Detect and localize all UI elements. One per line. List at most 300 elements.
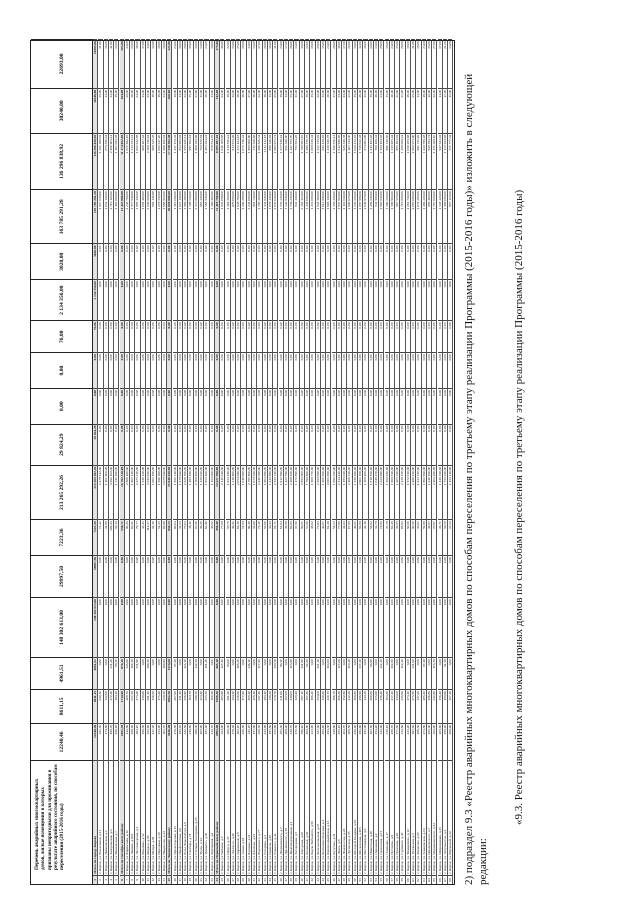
value-cell: 0,00 <box>162 320 166 352</box>
value-cell: 0,00 <box>188 424 192 465</box>
value-cell: 32,30 <box>151 519 155 555</box>
value-cell: 14,00 <box>284 88 288 133</box>
value-cell: 0,00 <box>347 555 351 597</box>
row-number: 28 <box>236 875 240 884</box>
value-cell: 0,00 <box>98 320 102 352</box>
value-cell: 12,00 <box>427 88 431 133</box>
value-cell: 0,00 <box>326 352 330 388</box>
value-cell: 1 050 285,68 <box>406 133 410 189</box>
value-cell: 13,00 <box>268 88 272 133</box>
value-cell: 0,00 <box>178 279 182 320</box>
value-cell: 20,00 <box>236 88 240 133</box>
address-cell: г. Киров, ул. Мопра, д.39 <box>151 760 155 874</box>
registry-table <box>30 40 455 885</box>
value-cell: 0,00 <box>438 388 442 424</box>
value-cell: 0,00 <box>130 388 134 424</box>
value-cell: 1 166 300,00 <box>210 189 214 243</box>
value-cell: 33,00 <box>109 88 113 133</box>
value-cell: 0,00 <box>173 279 177 320</box>
value-cell: 2 139 130,00 <box>400 465 404 519</box>
value-cell: 1 798 200,00 <box>257 189 261 243</box>
value-cell: 0,00 <box>358 424 362 465</box>
value-cell: 843 129,82 <box>321 133 325 189</box>
value-cell: 0,00 <box>427 657 431 689</box>
value-cell: 1 155 210,00 <box>448 465 452 519</box>
value-cell: 42,16 <box>363 519 367 555</box>
value-cell: 34,00 <box>125 39 129 88</box>
value-cell: 62,96 <box>204 519 208 555</box>
value-cell: 0,00 <box>432 243 436 279</box>
value-cell: 0,00 <box>374 555 378 597</box>
value-cell: 1 012 880,00 <box>321 189 325 243</box>
value-cell: 0,00 <box>374 388 378 424</box>
value-cell: 177,30 <box>395 723 399 761</box>
value-cell: 318,70 <box>289 723 293 761</box>
value-cell: 59,99 <box>422 519 426 555</box>
value-cell: 0,00 <box>411 597 415 657</box>
value-cell: 0,00 <box>236 279 240 320</box>
value-cell: 19,00 <box>353 39 357 88</box>
value-cell: 29 824,29 <box>93 424 97 465</box>
value-cell: 0,00 <box>151 657 155 689</box>
value-cell: 0,00 <box>374 424 378 465</box>
value-cell: 1 240 190,00 <box>427 465 431 519</box>
value-cell: 1 407 314,30 <box>347 133 351 189</box>
value-cell: 0,00 <box>379 597 383 657</box>
value-cell: 0,00 <box>167 320 171 352</box>
value-cell: 3 392 168,00 <box>109 465 113 519</box>
value-cell: 538,71 <box>120 519 124 555</box>
value-cell: 0,00 <box>173 320 177 352</box>
value-cell: 48,11 <box>188 519 192 555</box>
value-cell: 372,90 <box>273 723 277 761</box>
value-cell: 0,00 <box>374 320 378 352</box>
value-cell: 0,00 <box>395 597 399 657</box>
address-cell: г. Киров, ул. Пушкина, д.26 <box>395 760 399 874</box>
value-cell: 2 078 640,00 <box>162 465 166 519</box>
value-cell: 0,00 <box>120 352 124 388</box>
value-cell: 0,00 <box>448 555 452 597</box>
value-cell: 0,00 <box>178 243 182 279</box>
value-cell: 0,00 <box>151 555 155 597</box>
value-cell: 0,00 <box>342 424 346 465</box>
address-cell: г. Киров, ул. Никитская, д.10 <box>369 760 373 874</box>
value-cell: 0,00 <box>252 424 256 465</box>
value-cell: 0,00 <box>120 597 124 657</box>
value-cell: 27,00 <box>432 39 436 88</box>
row-number: 52 <box>363 875 367 884</box>
value-cell: 24,00 <box>204 39 208 88</box>
row-number: 8 <box>130 875 134 884</box>
value-cell: 79,77 <box>135 519 139 555</box>
header-total-3: 4961,51 <box>31 657 93 689</box>
value-cell: 24,00 <box>326 39 330 88</box>
value-cell: 0,00 <box>369 320 373 352</box>
value-cell: 56,58 <box>443 519 447 555</box>
value-cell: 0,00 <box>289 555 293 597</box>
value-cell: 104,60 <box>326 657 330 689</box>
value-cell: 1 668 971,90 <box>411 133 415 189</box>
value-cell: 0,00 <box>146 555 150 597</box>
value-cell: 0,00 <box>294 279 298 320</box>
value-cell: 0,00 <box>199 279 203 320</box>
value-cell: 0,00 <box>188 352 192 388</box>
header-description: Перечень аварийных многоквартирных домов, жилые помещения в которых признаны непригодными для проживания в результате аварийного состояния, по способам переселения (2015-2016 годы) <box>31 760 93 884</box>
value-cell: 247,10 <box>257 689 261 723</box>
value-cell: 0,00 <box>326 320 330 352</box>
value-cell: 13,00 <box>374 39 378 88</box>
value-cell: 0,00 <box>310 352 314 388</box>
value-cell: 152,80 <box>342 689 346 723</box>
value-cell: 172,50 <box>294 723 298 761</box>
row-number: 9 <box>135 875 139 884</box>
value-cell: 0,00 <box>173 555 177 597</box>
value-cell: 18,00 <box>385 39 389 88</box>
value-cell: 1 663 080,00 <box>263 465 267 519</box>
header-total-7: 213 265 292,26 <box>31 465 93 519</box>
value-cell: 169,90 <box>448 723 452 761</box>
row-number: 49 <box>347 875 351 884</box>
value-cell: 2 411 040,00 <box>220 465 224 519</box>
value-cell: 47,79 <box>385 519 389 555</box>
value-cell: 0,00 <box>104 352 108 388</box>
address-cell: г. Киров, ул. Дрелевского, д.19 <box>284 760 288 874</box>
value-cell: 0,00 <box>241 657 245 689</box>
value-cell: 0,00 <box>183 352 187 388</box>
value-cell: 1 590 360,00 <box>157 465 161 519</box>
value-cell: 905 430,00 <box>199 189 203 243</box>
address-cell: г. Киров, ул. Молодой Гвардии, д.38 <box>353 760 357 874</box>
value-cell: 0,00 <box>263 388 267 424</box>
row-number: 23 <box>210 875 214 884</box>
value-cell: 289,70 <box>390 723 394 761</box>
address-cell: г. Киров, ул. Дымковская, д.1 <box>104 760 108 874</box>
value-cell: 147,20 <box>416 689 420 723</box>
value-cell: 0,00 <box>120 388 124 424</box>
value-cell: 0,00 <box>188 597 192 657</box>
value-cell: 314,60 <box>400 723 404 761</box>
value-cell: 0,00 <box>337 279 341 320</box>
value-cell: 0,00 <box>432 597 436 657</box>
value-cell: 0,00 <box>279 424 283 465</box>
value-cell: 0,00 <box>400 243 404 279</box>
value-cell: 355,10 <box>337 723 341 761</box>
value-cell: 0,00 <box>289 424 293 465</box>
value-cell: 0,00 <box>294 657 298 689</box>
value-cell: 0,00 <box>162 424 166 465</box>
value-cell: 0,00 <box>157 657 161 689</box>
value-cell: 0,00 <box>252 320 256 352</box>
value-cell: 0,00 <box>252 279 256 320</box>
value-cell: 1 447 755,70 <box>289 133 293 189</box>
value-cell: 45,88 <box>284 519 288 555</box>
value-cell: 1 276 550,00 <box>157 189 161 243</box>
row-number: 54 <box>374 875 378 884</box>
value-cell: 0,00 <box>130 352 134 388</box>
value-cell: 1 079 430,00 <box>268 189 272 243</box>
value-cell: 15,00 <box>385 88 389 133</box>
value-cell: 28,00 <box>125 88 129 133</box>
value-cell: 0,00 <box>125 555 129 597</box>
value-cell: 329,50 <box>257 723 261 761</box>
value-cell: 16,00 <box>178 39 182 88</box>
value-cell: 1 610 060,00 <box>241 465 245 519</box>
value-cell: 0,00 <box>416 243 420 279</box>
row-number: 58 <box>395 875 399 884</box>
value-cell: 0,00 <box>178 424 182 465</box>
value-cell: 34,00 <box>247 39 251 88</box>
value-cell: 1 235 550,00 <box>353 189 357 243</box>
value-cell: 0,00 <box>438 243 442 279</box>
value-cell: 0,00 <box>326 424 330 465</box>
value-cell: 1 130 670,14 <box>332 133 336 189</box>
value-cell: 0,00 <box>141 657 145 689</box>
value-cell: 0,00 <box>353 243 357 279</box>
value-cell: 0,00 <box>395 279 399 320</box>
value-cell: 2 328 760,00 <box>183 465 187 519</box>
caption-section-title: «9.3. Реестр аварийных многоквартирных домов по способам переселения по третьему этапу реализации Программы (2015-2016 годы) <box>513 189 525 825</box>
value-cell: 342,50 <box>183 723 187 761</box>
row-number: 13 <box>157 875 161 884</box>
value-cell: 9 505 697,10 <box>215 133 219 189</box>
value-cell: 0,00 <box>284 657 288 689</box>
value-cell: 0,00 <box>374 657 378 689</box>
value-cell: 31,00 <box>98 39 102 88</box>
value-cell: 2 054 090,00 <box>236 465 240 519</box>
value-cell: 0,00 <box>416 388 420 424</box>
value-cell: 0,00 <box>385 352 389 388</box>
value-cell: 2 106 510,00 <box>347 465 351 519</box>
value-cell: 25,00 <box>98 88 102 133</box>
value-cell: 16,00 <box>406 88 410 133</box>
value-cell: 131,90 <box>135 657 139 689</box>
value-cell: 0,00 <box>427 352 431 388</box>
value-cell: 0,00 <box>210 352 214 388</box>
value-cell: 0,00 <box>125 243 129 279</box>
value-cell: 26,00 <box>162 39 166 88</box>
value-cell: 2 414 440,00 <box>337 465 341 519</box>
value-cell: 0,00 <box>443 424 447 465</box>
value-cell: 925 349,58 <box>342 133 346 189</box>
value-cell: 0,00 <box>353 555 357 597</box>
row-number: 34 <box>268 875 272 884</box>
row-number: 10 <box>141 875 145 884</box>
value-cell: 220,70 <box>326 689 330 723</box>
value-cell: 7223,36 <box>93 519 97 555</box>
address-cell: Итого по городу Кирову <box>93 760 97 874</box>
value-cell: 0,00 <box>284 388 288 424</box>
value-cell: 0,00 <box>385 424 389 465</box>
value-cell: 91,50 <box>443 657 447 689</box>
value-cell: 0,00 <box>109 388 113 424</box>
value-cell: 68,93 <box>400 519 404 555</box>
value-cell: 0,00 <box>204 597 208 657</box>
value-cell: 173,40 <box>406 689 410 723</box>
value-cell: 0,00 <box>411 320 415 352</box>
value-cell: 21,00 <box>347 88 351 133</box>
row-number: 47 <box>337 875 341 884</box>
value-cell: 175,40 <box>157 689 161 723</box>
value-cell: 0,00 <box>125 388 129 424</box>
value-cell: 13,00 <box>363 88 367 133</box>
value-cell: 1 824 280,00 <box>226 465 230 519</box>
value-cell: 0,00 <box>385 555 389 597</box>
value-cell: 1 138 420,00 <box>438 189 442 243</box>
value-cell: 0,00 <box>151 597 155 657</box>
value-cell: 0,00 <box>427 320 431 352</box>
value-cell: 1 439 680,00 <box>305 189 309 243</box>
value-cell: 2 601 480,00 <box>358 465 362 519</box>
value-cell: 26,00 <box>358 88 362 133</box>
value-cell: 232,30 <box>347 689 351 723</box>
value-cell: 0,00 <box>215 388 219 424</box>
value-cell: 0,00 <box>226 320 230 352</box>
value-cell: 0,00 <box>300 352 304 388</box>
address-cell: г. Киров, ул. Комсомольская, д.37 <box>316 760 320 874</box>
value-cell: 236,80 <box>241 723 245 761</box>
value-cell: 0,00 <box>427 243 431 279</box>
address-cell: г. Киров, ул. Чернышевского, д.33 <box>432 760 436 874</box>
row-number: 67 <box>443 875 447 884</box>
address-cell: г. Киров, ул. Загородная, д.5 <box>294 760 298 874</box>
value-cell: 258,20 <box>443 723 447 761</box>
header-total-4: 148 302 613,00 <box>31 597 93 657</box>
value-cell: 12,00 <box>151 39 155 88</box>
value-cell: 0,00 <box>183 243 187 279</box>
value-cell: 1 793 660,00 <box>305 465 309 519</box>
value-cell: 0,00 <box>162 243 166 279</box>
value-cell: 124,40 <box>199 689 203 723</box>
value-cell: 0,00 <box>385 597 389 657</box>
value-cell: 0,00 <box>141 597 145 657</box>
value-cell: 0,00 <box>300 243 304 279</box>
value-cell: 0,00 <box>241 352 245 388</box>
value-cell: 23,00 <box>183 88 187 133</box>
value-cell: 0,00 <box>342 279 346 320</box>
value-cell: 0,00 <box>305 279 309 320</box>
value-cell: 1 172 890,00 <box>294 465 298 519</box>
value-cell: 0,00 <box>231 352 235 388</box>
value-cell: 0,00 <box>411 352 415 388</box>
value-cell: 2 716 120,00 <box>109 189 113 243</box>
value-cell: 805 401,04 <box>395 133 399 189</box>
value-cell: 372,40 <box>109 689 113 723</box>
value-cell: 0,00 <box>247 243 251 279</box>
value-cell: 14,00 <box>199 39 203 88</box>
value-cell: 233,90 <box>157 723 161 761</box>
value-cell: 0,00 <box>321 388 325 424</box>
value-cell: 0,00 <box>173 243 177 279</box>
value-cell: 0,00 <box>104 597 108 657</box>
value-cell: 1 336 930,78 <box>326 133 330 189</box>
value-cell: 1 767 620,00 <box>432 189 436 243</box>
value-cell: 0,00 <box>332 555 336 597</box>
value-cell: 2451,30 <box>120 723 124 761</box>
value-cell: 898 520,62 <box>268 133 272 189</box>
value-cell: 19,00 <box>173 88 177 133</box>
value-cell: 1 580 900,00 <box>390 189 394 243</box>
value-cell: 0,00 <box>443 388 447 424</box>
value-cell: 0,00 <box>310 597 314 657</box>
value-cell: 0,00 <box>294 243 298 279</box>
value-cell: 256,40 <box>379 689 383 723</box>
address-cell: г. Киров, ул. Пугачёва, д.9 <box>390 760 394 874</box>
value-cell: 412,80 <box>125 723 129 761</box>
value-cell: 50,66 <box>406 519 410 555</box>
value-cell: 0,00 <box>135 279 139 320</box>
value-cell: 93,60 <box>226 657 230 689</box>
value-cell: 0,00 <box>353 597 357 657</box>
value-cell: 0,00 <box>321 597 325 657</box>
value-cell: 142,00 <box>215 88 219 133</box>
value-cell: 20,00 <box>390 88 394 133</box>
value-cell: 2 294 080,00 <box>316 465 320 519</box>
address-cell: г. Киров, ул. Маркса, д.88 <box>146 760 150 874</box>
value-cell: 0,00 <box>363 279 367 320</box>
header-total-6: 7223,36 <box>31 519 93 555</box>
value-cell: 263,80 <box>305 723 309 761</box>
value-cell: 175,00 <box>215 39 219 88</box>
value-cell: 0,00 <box>305 320 309 352</box>
value-cell: 0,00 <box>162 597 166 657</box>
value-cell: 1 389 160,94 <box>162 133 166 189</box>
row-number: 32 <box>257 875 261 884</box>
value-cell: 30,00 <box>337 39 341 88</box>
value-cell: 1 967 410,00 <box>130 465 134 519</box>
value-cell: 1 301 406,00 <box>104 465 108 519</box>
value-cell: 0,00 <box>310 657 314 689</box>
address-cell: г. Киров, ул. Заводская, д.28 <box>300 760 304 874</box>
value-cell: 0,00 <box>400 279 404 320</box>
value-cell: 0,00 <box>268 352 272 388</box>
value-cell: 2 535 540,00 <box>273 465 277 519</box>
value-cell: 0,00 <box>199 352 203 388</box>
value-cell: 2 134 356,00 <box>93 279 97 320</box>
value-cell: 0,00 <box>342 352 346 388</box>
value-cell: 1 738 032,48 <box>358 133 362 189</box>
value-cell: 46,82 <box>210 519 214 555</box>
value-cell: 61,63 <box>279 519 283 555</box>
value-cell: 0,00 <box>199 424 203 465</box>
value-cell: 0,00 <box>294 424 298 465</box>
value-cell: 0,00 <box>263 243 267 279</box>
value-cell: 1 190 220,00 <box>385 189 389 243</box>
value-cell: 0,00 <box>268 424 272 465</box>
value-cell: 0,00 <box>247 424 251 465</box>
value-cell: 1 052 140,00 <box>104 189 108 243</box>
value-cell: 185,60 <box>321 723 325 761</box>
row-number: 51 <box>358 875 362 884</box>
value-cell: 0,00 <box>141 555 145 597</box>
value-cell: 0,00 <box>247 352 251 388</box>
value-cell: 127,40 <box>448 689 452 723</box>
value-cell: 0,00 <box>273 243 277 279</box>
value-cell: 0,00 <box>369 388 373 424</box>
row-number: 33 <box>263 875 267 884</box>
value-cell: 1569,30 <box>215 689 219 723</box>
value-cell: 0,00 <box>326 555 330 597</box>
value-cell: 0,00 <box>326 243 330 279</box>
value-cell: 139,20 <box>321 689 325 723</box>
value-cell: 0,00 <box>294 320 298 352</box>
value-cell: 215,50 <box>204 689 208 723</box>
value-cell: 0,00 <box>257 352 261 388</box>
value-cell: 0,00 <box>363 352 367 388</box>
value-cell: 0,00 <box>183 424 187 465</box>
value-cell: 23,00 <box>379 88 383 133</box>
value-cell: 23,00 <box>422 39 426 88</box>
value-cell: 0,00 <box>273 597 277 657</box>
